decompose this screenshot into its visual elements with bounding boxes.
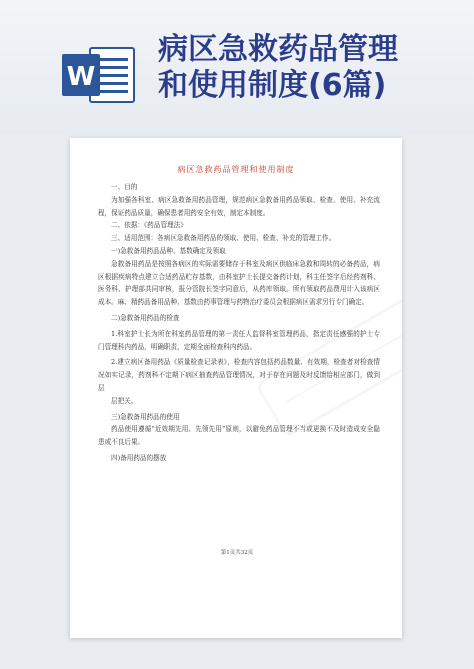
paragraph: 2.建立病区备用药品《质量检查记录表》，检查内容包括药品数量、有效期，检查者对检查情况如实记录，药剂科不定期下病区抽查药品管理情况，对于存在问题及时反馈给相应部门，做到层 [98,358,380,392]
document-title: 病区急救药品管理和使用制度 [177,165,295,174]
paragraph: 层把关。 [111,396,138,405]
subsection-heading: 一)急救备用药品品种、基数确定及领取 [111,246,226,255]
section-heading-purpose: 一、目的 [111,183,138,191]
word-document-icon [60,44,138,106]
paragraph: 药品使用遵循“近效期先用、先领先用”原则，以避免药品管理不当或更换不及时造成安全隐患或不良后果。 [98,425,380,447]
document-body [98,181,380,465]
paragraph: 1.科室护士长为所在科室药品管理的第一责任人监督科室管理药品，指定责任感强的护士专门管理科内药品，明确职责，定期全面检查科内药品。 [98,329,380,351]
page-title-line-2: 和使用制度(6篇) [158,68,387,103]
section-heading-scope: 三、适用范围：各病区急救备用药品的领取、使用、检查、补充的管理工作。 [111,234,336,243]
document-page [70,138,402,638]
paragraph: 急救备用药品是按照各病区的实际需要储存于科室及病区供临床急救和周转的必备药品，病区根据疾病特点建立合适药品贮存基数，由科室护士长提交备药计划，科主任签字后经药剂科、医务科、护理部共同审核，报分管院长签字同意后，从药库领取。所有领取药品费用计入该病区成本。麻、精药品备用品种、基数由药事管理与药物治疗委员会根据病区需求另行专门确定。 [98,259,380,307]
page-title-line-1: 病区急救药品管理 [158,32,398,67]
paragraph: 为加强各科室、病区急救备用药品管理，规范病区急救备用药品领取、检查、使用、补充流程，保证药品质量，确保患者用药安全有效，制定本制度。 [98,195,380,217]
page-title [158,32,458,104]
subsection-heading: 三)急救备用药品的使用 [111,412,180,421]
word-icon-letter: W [66,62,96,92]
section-heading-basis: 二、依据：《药品管理法》 [111,221,187,230]
subsection-heading: 二)急救备用药品的检查 [111,313,180,322]
page-footer: 第1页共32页 [220,550,254,556]
subsection-heading: 四)备用药品的摆放 [111,453,167,462]
